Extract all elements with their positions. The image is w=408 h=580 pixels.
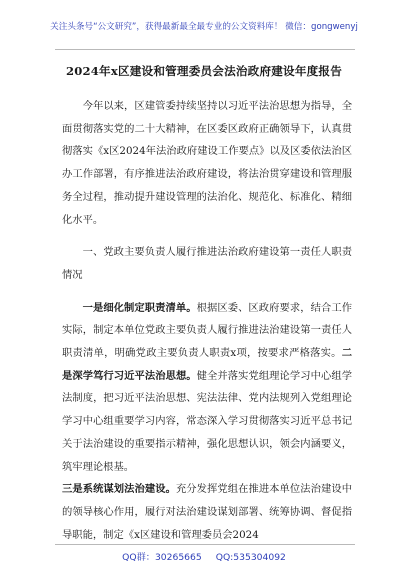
document-title: 2024年x区建设和管理委员会法治政府建设年度报告	[65, 64, 343, 78]
promo-header: 关注头条号“公文研究”，获得最新最全最专业的公文资料库！ 微信：gongwenyj	[50, 22, 358, 32]
section-heading: 一、党政主要负责人履行推进法治政府建设第一责任人职责情况	[62, 246, 352, 281]
intro-paragraph: 今年以来，区建管委持续坚持以习近平法治思想为指导，全面贯彻落实党的二十大精神，在区委区政府正确领导下，认真贯彻落实《x区2024年法治政府建设工作要点》以及区委依法治区办工作部署，有序推进法治政府建设，将法治贯穿建设和管理服务全过程，推动提升建设管理的法治化、规范化、标准化、精细化水平。	[62, 100, 352, 226]
qq-group: QQ群：30265665	[122, 552, 202, 563]
item-text: 根据区委、区政府要求，结合工作实际，制定本单位党政主要负责人履行推进法治建设第一责任人职责清单，明确党政主要负责人职责x项，按要求严格落实。	[62, 301, 352, 360]
item-heading: 二是深学笃行习近平法治思想。	[62, 347, 352, 382]
item-heading: 一是细化制定职责清单。	[82, 301, 197, 314]
header-divider	[55, 49, 355, 50]
item-paragraph	[62, 478, 352, 540]
qq-contact: QQ:535304092	[215, 552, 286, 563]
document-body	[62, 95, 352, 540]
item-text: 充分发挥党组在推进本单位法治建设中的领导核心作用，履行对法治建设谋划部署、统筹协调、督促指导职能，制定《x区建设和管理委员会2024	[62, 483, 352, 540]
contact-footer	[0, 549, 408, 563]
item-text: 健全并落实党组理论学习中心组学法制度，把习近平法治思想、宪法法律、党内法规列入党组理论学习中心组重要学习内容，常态深入学习贯彻落实习近平总书记关于法治建设的重要指示精神，强化思想认识，领会内涵要义，筑牢理论根基。	[62, 369, 352, 473]
item-heading: 三是系统谋划法治建设。	[62, 483, 176, 496]
item-paragraph	[62, 297, 352, 479]
footer-divider	[55, 544, 355, 545]
